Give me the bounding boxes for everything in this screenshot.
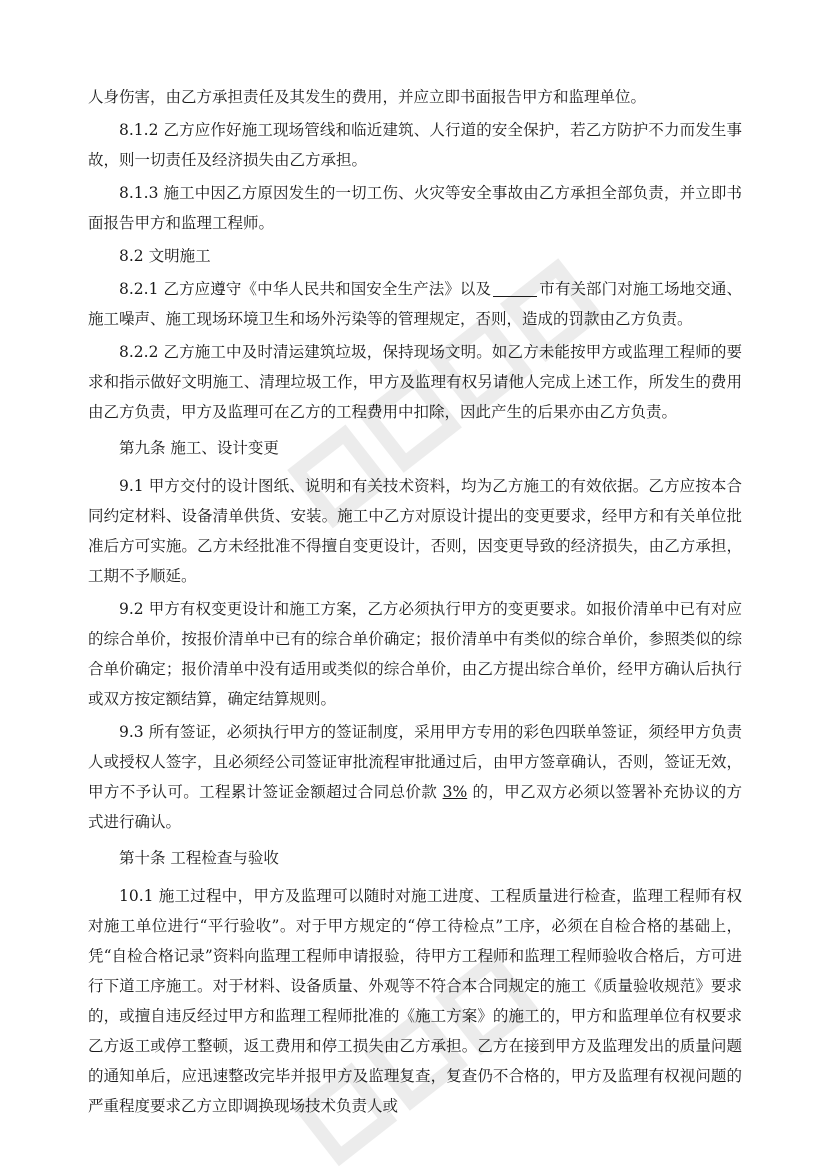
document-body [88, 82, 742, 1124]
paragraph-8-2-1 [88, 274, 742, 334]
paragraph-injury-continuation: 人身伤害，由乙方承担责任及其发生的费用，并应立即书面报告甲方和监理单位。 [88, 88, 647, 106]
paragraph-8-1-3: 8.1.3 施工中因乙方原因发生的一切工伤、火灾等安全事故由乙方承担全部负责，并立即书面报告甲方和监理工程师。 [88, 184, 742, 232]
paragraph-9-1: 9.1 甲方交付的设计图纸、说明和有关技术资料，均为乙方施工的有效依据。乙方应按本合同约定材料、设备清单供货、安装。施工中乙方对原设计提出的变更要求，经甲方和有关单位批准后方可实施。乙方未经批准不得擅自变更设计，否则，因变更导致的经济损失，由乙方承担，工期不予顺延。 [88, 477, 742, 585]
percent-value: 3% [442, 783, 468, 801]
paragraph-8-2-2: 8.2.2 乙方施工中及时清运建筑垃圾，保持现场文明。如乙方未能按甲方或监理工程师的要求和指示做好文明施工、清理垃圾工作，甲方及监理有权另请他人完成上述工作，所发生的费用由乙方负责，甲方及监理可在乙方的工程费用中扣除，因此产生的后果亦由乙方负责。 [88, 343, 742, 421]
paragraph-9-3-part1: 9.3 所有签证，必须执行甲方的签证制度，采用甲方专用的彩色四联单签证，须经甲方负责人或授权人签字，且必须经公司签证审批流程审批通过后，由甲方签章确认，否则，签证无效，甲方不予认可。工程累计签证金额超过合同总价款 [88, 723, 742, 801]
paragraph-8-2-1-part2: 市有关部门对施工场地交通、施工噪声、施工现场环境卫生和场外污染等的管理规定，否则，造成的罚款由乙方负责。 [88, 280, 742, 328]
paragraph-9-2: 9.2 甲方有权变更设计和施工方案，乙方必须执行甲方的变更要求。如报价清单中已有对应的综合单价，按报价清单中已有的综合单价确定；报价清单中有类似的综合单价，参照类似的综合单价确定；报价清单中没有适用或类似的综合单价，由乙方提出综合单价，经甲方确认后执行或双方按定额结算，确定结算规则。 [88, 600, 742, 708]
fill-in-blank [493, 278, 537, 297]
paragraph-10-1: 10.1 施工过程中，甲方及监理可以随时对施工进度、工程质量进行检查，监理工程师有权对施工单位进行“平行验收”。对于甲方规定的“停工待检点”工序，必须在自检合格的基础上，凭“自检合格记录”资料向监理工程师申请报验，待甲方工程师和监理工程师验收合格后，方可进行下道工序施工。对于材料、设备质量、外观等不符合本合同规定的施工《质量验收规范》要求的，或擅自违反经过甲方和监理工程师批准的《施工方案》的施工的，甲方和监理单位有权要求乙方返工或停工整顿，返工费用和停工损失由乙方承担。乙方在接到甲方及监理发出的质量问题的通知单后，应迅速整改完毕并报甲方及监理复查，复查仍不合格的，甲方及监理有权视问题的严重程度要求乙方立即调换现场技术负责人或 [88, 887, 742, 1115]
paragraph-8-2-1-part1: 8.2.1 乙方应遵守《中华人民共和国安全生产法》以及 [119, 280, 492, 298]
article-10-heading: 第十条 工程检查与验收 [119, 849, 279, 867]
paragraph-9-3 [88, 717, 742, 837]
section-8-2-heading: 8.2 文明施工 [119, 247, 211, 265]
paragraph-9-3-part2: 的，甲乙双方必须以签署补充协议的方式进行确认。 [88, 783, 742, 831]
article-9-heading: 第九条 施工、设计变更 [119, 439, 279, 457]
paragraph-8-1-2: 8.1.2 乙方应作好施工现场管线和临近建筑、人行道的安全保护，若乙方防护不力而发生事故，则一切责任及经济损失由乙方承担。 [88, 121, 742, 169]
